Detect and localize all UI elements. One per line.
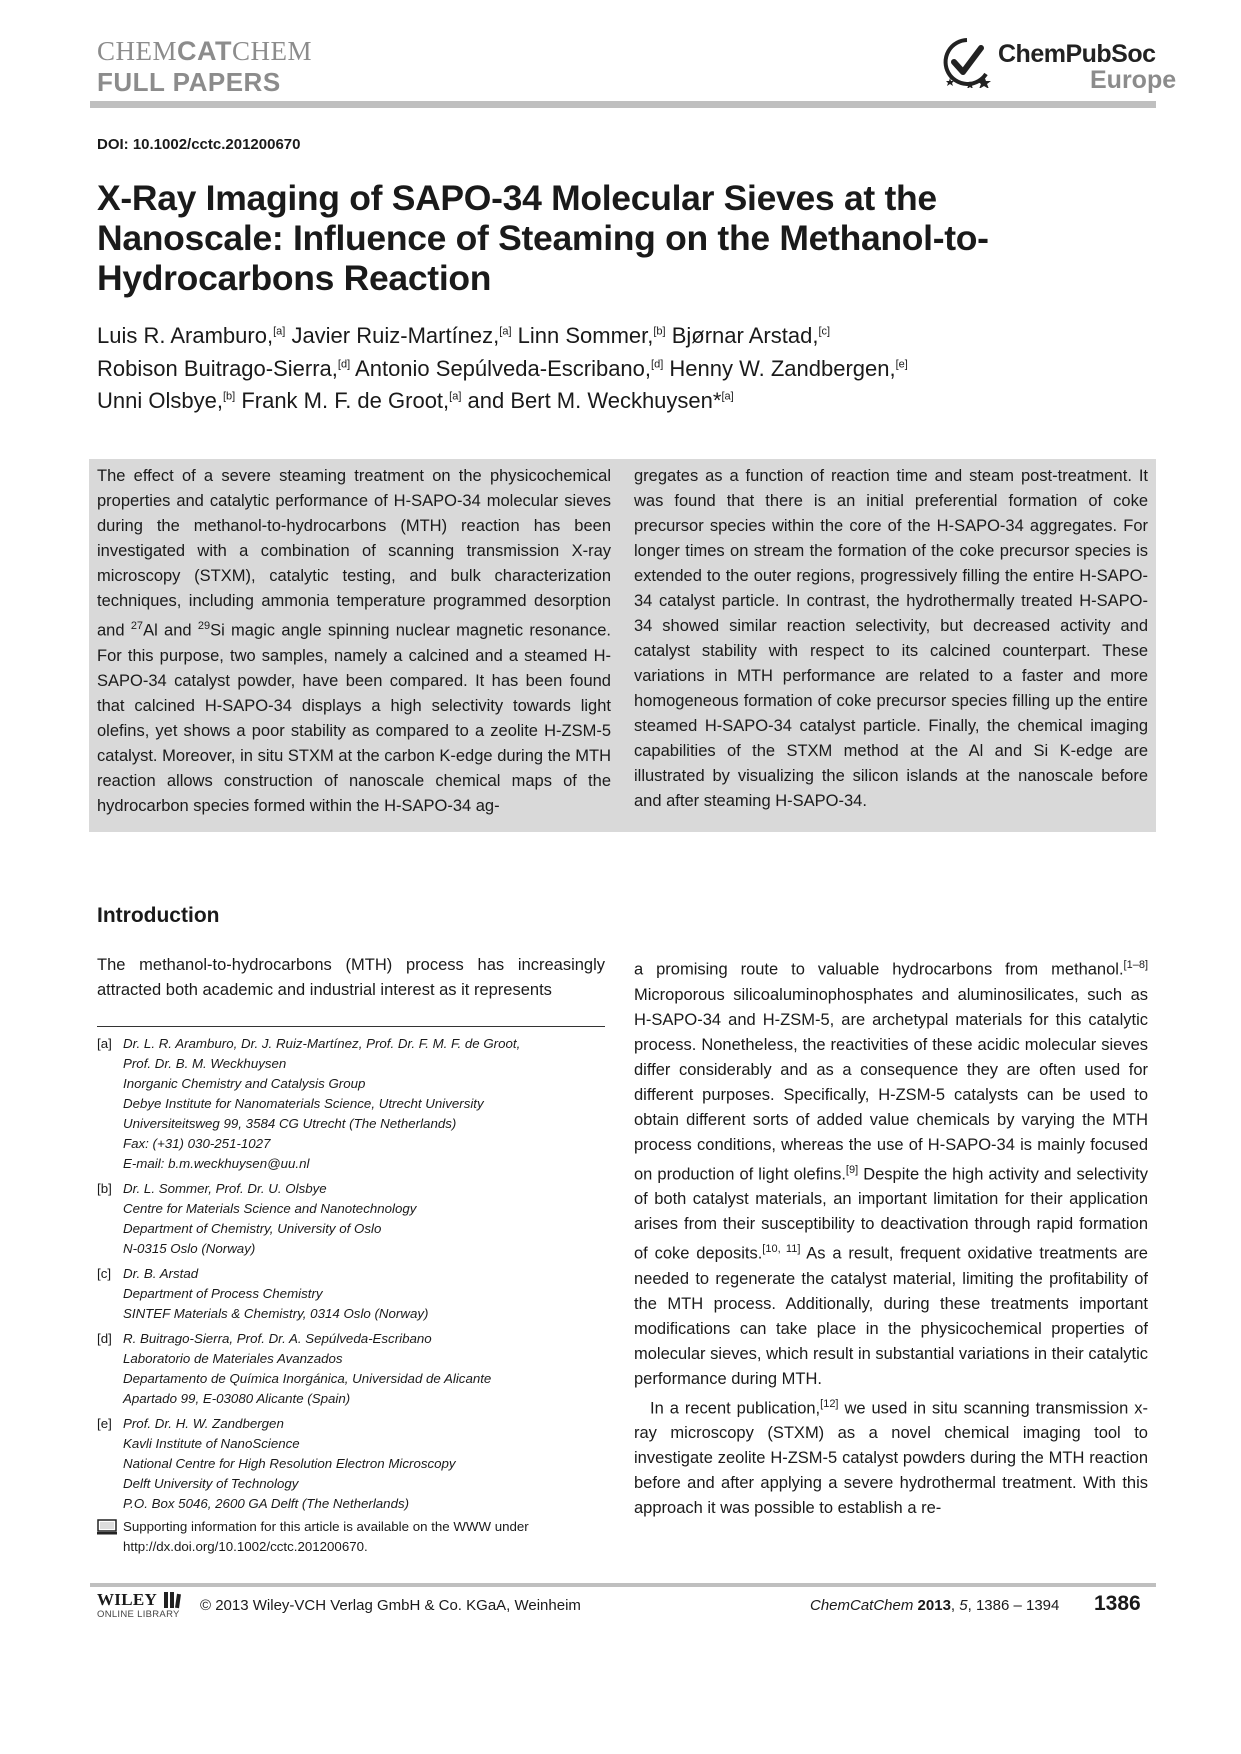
computer-icon (97, 1519, 117, 1535)
author: Antonio Sepúlveda-Escribano,[d] (355, 355, 664, 381)
wiley-books-icon (163, 1591, 183, 1609)
wiley-name: WILEY (97, 1590, 158, 1609)
doi: DOI: 10.1002/cctc.201200670 (97, 136, 301, 153)
intro-paragraph: a promising route to valuable hydrocarbons from methanol.[1–8] Microporous silicoaluminophosphates and aluminosilicates, such as H-SAPO-34 and H-ZSM-5, are archetypal materials for this catalytic process. Nonetheless, the reactivities of these acidic molecular sieves differ considerably and as a consequence they are often used for different purposes. Specifically, H-ZSM-5 catalysts can be used to obtain different sorts of added value chemicals by varying the MTH process conditions, whereas the use of H-SAPO-34 is mainly focused on production of light olefins.[9] Despite the high activity and selectivity of both catalyst materials, an important limitation for their application arises from their susceptibility to deactivation through rapid formation of coke deposits.[10, 11] As a result, frequent oxidative treatments are needed to regenerate the catalyst material, limiting the profitability of the MTH process. Additionally, during these treatments important modifications can take place in the physicochemical properties of molecular sieves, which result in substantial variations in their catalytic performance during MTH. (634, 959, 1148, 1388)
affiliation-rule (97, 1026, 605, 1027)
copyright: © 2013 Wiley-VCH Verlag GmbH & Co. KGaA, Weinheim (200, 1597, 581, 1614)
author: Henny W. Zandbergen,[e] (669, 355, 908, 381)
chempubsoc-emblem-icon (940, 36, 994, 88)
publisher-logo (940, 36, 1177, 96)
supporting-information (97, 1517, 607, 1557)
citation: ChemCatChem 2013, 5, 1386 – 1394 (810, 1597, 1060, 1614)
affiliation-a: [a] Dr. L. R. Aramburo, Dr. J. Ruiz-Martínez, Prof. Dr. F. M. F. de Groot, Prof. Dr. B. M. Weckhuysen Inorganic Chemistry and Catalysis Group Debye Institute for Nanomaterials Science, Utrecht University Universiteitsweg 99, 3584 CG Utrecht (The Netherlands) Fax: (+31) 030-251-1027 E-mail: b.m.weckhuysen@uu.nl (97, 1034, 607, 1174)
journal-name: CHEMCATCHEM (97, 36, 313, 66)
author: Unni Olsbye,[b] (97, 387, 236, 413)
section-label: FULL PAPERS (97, 67, 281, 97)
author: Luis R. Aramburo,[a] (97, 323, 286, 349)
affiliation-e: [e] Prof. Dr. H. W. Zandbergen Kavli Institute of NanoScience National Centre for High Resolution Electron Microscopy Delft University of Technology P.O. Box 5046, 2600 GA Delft (The Netherlands) (97, 1416, 456, 1511)
author: Robison Buitrago-Sierra,[d] (97, 355, 351, 381)
abstract-right-column: gregates as a function of reaction time and steam post-treatment. It was found that there is an initial preferential formation of coke precursor species within the core of the H-SAPO-34 aggregates. For longer times on stream the formation of the coke precursor species is extended to the outer regions, progressively filling the entire H-SAPO-34 catalyst particle. In contrast, the hydrothermally treated H-SAPO-34 showed similar reaction selectivity, but decreased activity and catalyst stability with respect to its calcined counterpart. These variations in MTH performance are related to a faster and more homogeneous formation of coke precursor species filling up the entire steamed H-SAPO-34 catalyst particle. Finally, the chemical imaging capabilities of the STXM method at the Al and Si K-edge are illustrated by visualizing the silicon islands at the nanoscale before and after steaming H-SAPO-34. (634, 467, 1148, 810)
publisher-region: Europe (1090, 66, 1177, 94)
intro-paragraph: In a recent publication,[12] we used in situ scanning transmission x-ray microscopy (STXM) as a novel chemical imaging tool to investigate zeolite H-ZSM-5 catalyst powders during the MTH reaction before and after applying a severe hydrothermal treatment. With this approach it was possible to establish a re- (634, 1397, 1148, 1517)
footer-rule (90, 1583, 1156, 1587)
page-number: 1386 (1094, 1592, 1141, 1615)
wiley-subtitle: ONLINE LIBRARY (97, 1609, 180, 1620)
author: Frank M. F. de Groot,[a] (241, 387, 462, 413)
intro-right-column (634, 953, 1148, 1521)
affiliations (97, 1034, 607, 1519)
affiliation-b: [b] Dr. L. Sommer, Prof. Dr. U. Olsbye Centre for Materials Science and Nanotechnology Department of Chemistry, University of Oslo N-0315 Oslo (Norway) (97, 1181, 417, 1256)
author: Javier Ruiz-Martínez,[a] (291, 323, 512, 349)
section-heading-introduction: Introduction (97, 904, 220, 927)
publisher-name: ChemPubSoc (998, 40, 1156, 68)
wiley-logo (97, 1590, 193, 1624)
affiliation-c: [c] Dr. B. Arstad Department of Process Chemistry SINTEF Materials & Chemistry, 0314 Oslo (Norway) (97, 1266, 429, 1321)
article-title: X-Ray Imaging of SAPO-34 Molecular Sieves at the Nanoscale: Influence of Steaming on the Methanol-to-Hydrocarbons Reaction (97, 178, 989, 298)
abstract-left-column: The effect of a severe steaming treatment on the physicochemical properties and catalytic performance of H-SAPO-34 molecular sieves during the methanol-to-hydrocarbons (MTH) reaction has been investigated with a combination of scanning transmission X-ray microscopy (STXM), catalytic testing, and bulk characterization techniques, including ammonia temperature programmed desorption and $^{27}$Al and $^{29}$Si magic angle spinning nuclear magnetic resonance. For this purpose, two samples, namely a calcined and a steamed H-SAPO-34 catalyst powder, have been compared. It has been found that calcined H-SAPO-34 displays a high selectivity towards light olefins, yet shows a poor stability as compared to a zeolite H-ZSM-5 catalyst. Moreover, in situ STXM at the carbon K-edge during the MTH reaction allows construction of nanoscale chemical maps of the hydrocarbon species formed within the H-SAPO-34 ag- (97, 467, 611, 815)
email-link[interactable]: E-mail: b.m.weckhuysen@uu.nl (123, 1156, 310, 1171)
author: and Bert M. Weckhuysen*[a] (467, 387, 734, 413)
supporting-info-text[interactable]: Supporting information for this article is available on the WWW under http://dx.doi.org/10.1002/cctc.201200670. (123, 1519, 529, 1554)
intro-left-paragraph: The methanol-to-hydrocarbons (MTH) process has increasingly attracted both academic and industrial interest as it represents (97, 956, 605, 999)
header-rule (90, 101, 1156, 108)
author-list (97, 318, 1097, 415)
affiliation-d: [d] R. Buitrago-Sierra, Prof. Dr. A. Sepúlveda-Escribano Laboratorio de Materiales Avanzados Departamento de Química Inorgánica, Universidad de Alicante Apartado 99, E-03080 Alicante (Spain) (97, 1331, 492, 1406)
author: Bjørnar Arstad,[c] (671, 323, 831, 349)
author: Linn Sommer,[b] (517, 323, 666, 349)
